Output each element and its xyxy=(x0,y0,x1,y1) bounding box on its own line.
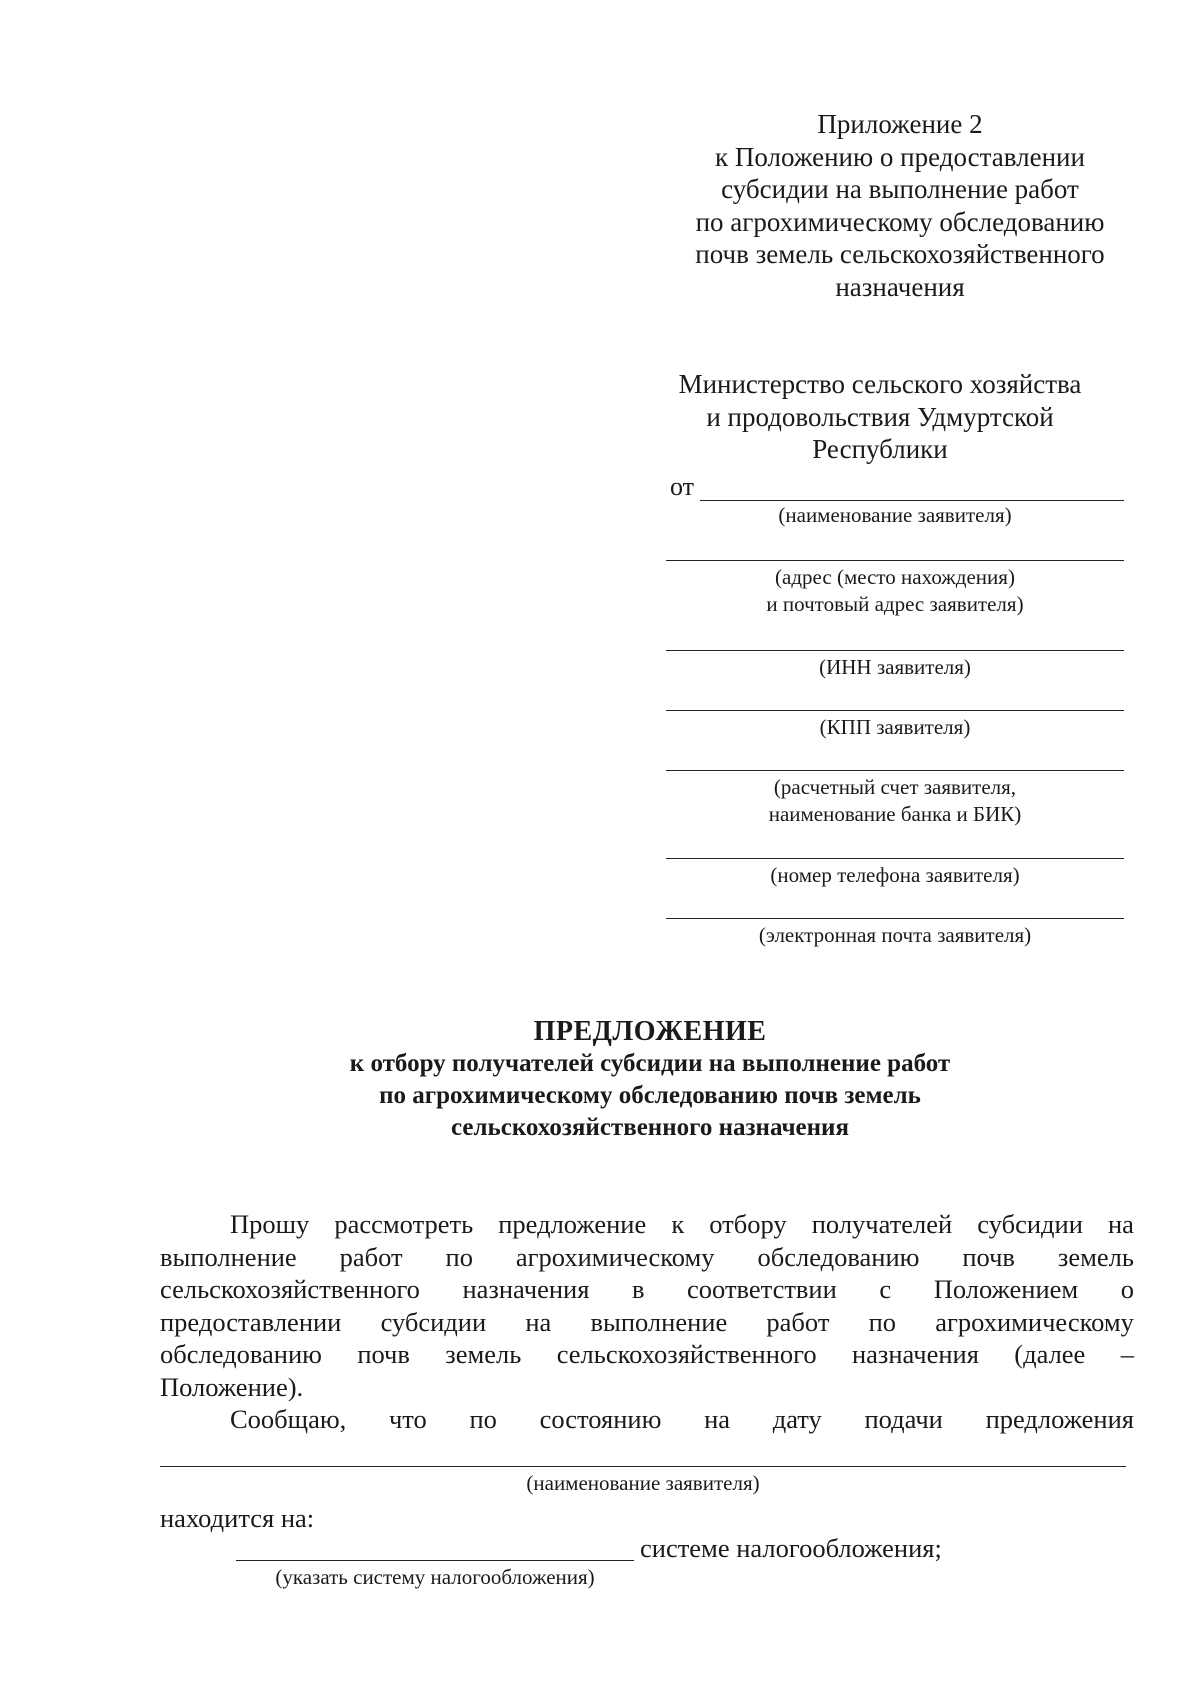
appendix-line: к Положению о предоставлении xyxy=(715,141,1085,172)
addressee-line: Республики xyxy=(812,434,948,464)
field-caption: (расчетный счет заявителя, xyxy=(773,775,1017,799)
word: сельскохозяйственного xyxy=(556,1339,817,1369)
body-line xyxy=(160,1273,1134,1306)
body-paragraph xyxy=(160,1208,1134,1436)
address-field-line[interactable] xyxy=(666,560,1124,561)
body-line xyxy=(160,1241,1134,1274)
field-caption: (наименование заявителя) xyxy=(778,503,1012,527)
word: предоставлении xyxy=(160,1306,342,1337)
document-title xyxy=(160,1016,1140,1144)
title-subline: по агрохимическому обследованию почв земель xyxy=(379,1082,921,1109)
tax-system-field-line[interactable] xyxy=(236,1560,634,1561)
word: рассмотреть xyxy=(334,1209,474,1239)
field-caption: (КПП заявителя) xyxy=(819,715,971,739)
word: Положением xyxy=(933,1274,1079,1304)
word: земель xyxy=(1057,1241,1134,1272)
word: агрохимическому xyxy=(515,1241,715,1272)
appendix-line: почв земель сельскохозяйственного xyxy=(695,239,1105,269)
tax-system-caption: (указать систему налогообложения) xyxy=(275,1565,595,1589)
word: в xyxy=(631,1274,645,1304)
field-caption: (ИНН заявителя) xyxy=(819,655,971,679)
word: обследованию xyxy=(757,1241,920,1272)
word: почв xyxy=(962,1241,1015,1272)
inn-field-line[interactable] xyxy=(666,650,1124,651)
tax-system-suffix: системе налогообложения; xyxy=(640,1533,942,1563)
word: отбору xyxy=(709,1209,787,1239)
word: субсидии xyxy=(977,1209,1083,1239)
applicant-name-field-line[interactable] xyxy=(700,500,1124,501)
word: почв xyxy=(357,1339,410,1369)
word: Сообщаю, xyxy=(230,1404,347,1434)
word: на xyxy=(525,1306,552,1337)
appendix-line: по агрохимическому обследованию xyxy=(695,206,1105,237)
word: по xyxy=(868,1306,897,1337)
word: назначения xyxy=(851,1339,979,1369)
field-caption: (электронная почта заявителя) xyxy=(758,923,1032,947)
from-label: от xyxy=(670,472,695,501)
applicant-name-line[interactable] xyxy=(160,1466,1126,1467)
word: субсидии xyxy=(380,1306,487,1337)
title-main: ПРЕДЛОЖЕНИЕ xyxy=(533,1016,767,1047)
appendix-line: назначения xyxy=(835,271,965,302)
addressee-block xyxy=(640,368,1120,466)
body-line-second-paragraph xyxy=(160,1403,1134,1436)
appendix-line: субсидии на выполнение работ xyxy=(721,174,1079,204)
word: по xyxy=(445,1241,473,1272)
word: получателей xyxy=(811,1209,953,1239)
word: агрохимическому xyxy=(935,1306,1134,1337)
body-line xyxy=(160,1306,1134,1339)
word: на xyxy=(704,1404,731,1434)
word: земель xyxy=(445,1339,522,1369)
word: сельскохозяйственного xyxy=(160,1274,420,1304)
word: – xyxy=(1120,1339,1134,1369)
word: предложения xyxy=(985,1404,1134,1434)
field-caption: (номер телефона заявителя) xyxy=(770,863,1020,887)
addressee-line: и продовольствия Удмуртской xyxy=(706,401,1054,432)
located-label: находится на: xyxy=(160,1503,315,1533)
word: к xyxy=(671,1209,685,1239)
word: о xyxy=(1120,1274,1134,1304)
word: (далее xyxy=(1014,1339,1086,1369)
word: подачи xyxy=(864,1404,943,1434)
word: что xyxy=(388,1404,427,1434)
phone-field-line[interactable] xyxy=(666,858,1124,859)
word: дату xyxy=(772,1404,822,1434)
email-field-line[interactable] xyxy=(666,918,1124,919)
applicant-name-caption: (наименование заявителя) xyxy=(526,1471,760,1495)
field-caption: (адрес (место нахождения) xyxy=(775,565,1015,589)
body-line xyxy=(160,1208,1134,1241)
addressee-line: Министерство сельского хозяйства xyxy=(678,369,1082,399)
word: работ xyxy=(339,1241,403,1272)
word: с xyxy=(879,1274,892,1304)
word: Прошу xyxy=(230,1209,310,1239)
word: выполнение xyxy=(160,1241,297,1272)
word: назначения xyxy=(462,1274,590,1304)
word: обследованию xyxy=(160,1339,322,1369)
word: состоянию xyxy=(539,1404,662,1434)
body-line-last: Положение). xyxy=(160,1371,304,1402)
bank-account-field-line[interactable] xyxy=(666,770,1124,771)
title-subline: к отбору получателей субсидии на выполнение работ xyxy=(349,1050,951,1077)
word: по xyxy=(469,1404,497,1434)
kpp-field-line[interactable] xyxy=(666,710,1124,711)
word: соответствии xyxy=(687,1274,837,1304)
appendix-header xyxy=(640,108,1160,303)
field-caption: и почтовый адрес заявителя) xyxy=(766,592,1024,616)
word: выполнение xyxy=(590,1306,728,1337)
field-caption: наименование банка и БИК) xyxy=(768,802,1022,826)
word: предложение xyxy=(498,1209,647,1239)
body-line xyxy=(160,1338,1134,1371)
word: на xyxy=(1107,1209,1134,1239)
appendix-line: Приложение 2 xyxy=(817,109,983,139)
title-subline: сельскохозяйственного назначения xyxy=(451,1114,849,1141)
word: работ xyxy=(766,1306,830,1337)
